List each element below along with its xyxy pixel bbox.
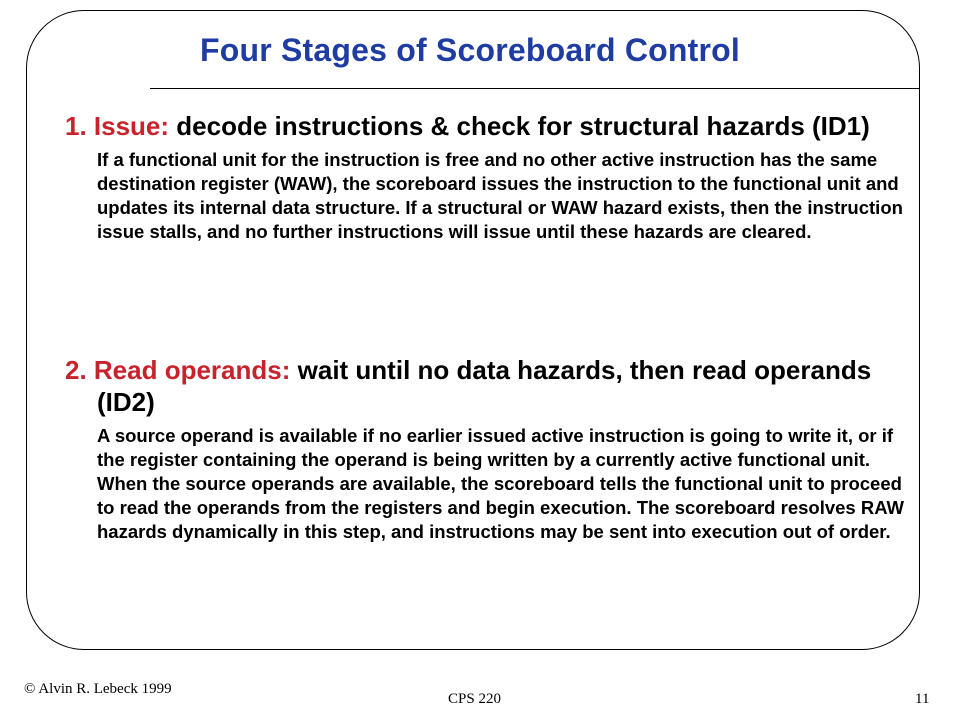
section-number-label: 2. Read operands: [65,355,291,385]
section-heading [65,110,905,142]
section-heading-text: decode instructions & check for structural hazards (ID1) [169,111,870,141]
footer-copyright: © Alvin R. Lebeck 1999 [24,681,172,697]
slide-title: Four Stages of Scoreboard Control [200,32,740,68]
title-divider [150,88,920,89]
section-number-label: 1. Issue: [65,111,170,141]
section-read-operands [65,354,905,544]
section-heading-text: wait until no data hazards, then read operands (ID2) [97,355,872,417]
section-body: A source operand is available if no earlier issued active instruction is going to write it, or if the register containing the operand is being written by a currently active functional unit. When the source operands are available, the scoreboard tells the functional unit to proceed to read the operands from the registers and begin execution. The scoreboard resolves RAW hazards dynamically in this step, and instructions may be sent into execution out of order. [97,425,904,542]
section-heading [65,354,905,418]
slide-frame [26,10,920,650]
footer-course: CPS 220 [448,691,501,707]
section-issue [65,110,905,244]
section-body: If a functional unit for the instruction is free and no other active instruction has the same destination register (WAW), the scoreboard issues the instruction to the functional unit and updates its internal data structure. If a structural or WAW hazard exists, then the instruction issue stalls, and no further instructions will issue until these hazards are cleared. [97,149,903,242]
footer-page-number: 11 [915,691,930,707]
